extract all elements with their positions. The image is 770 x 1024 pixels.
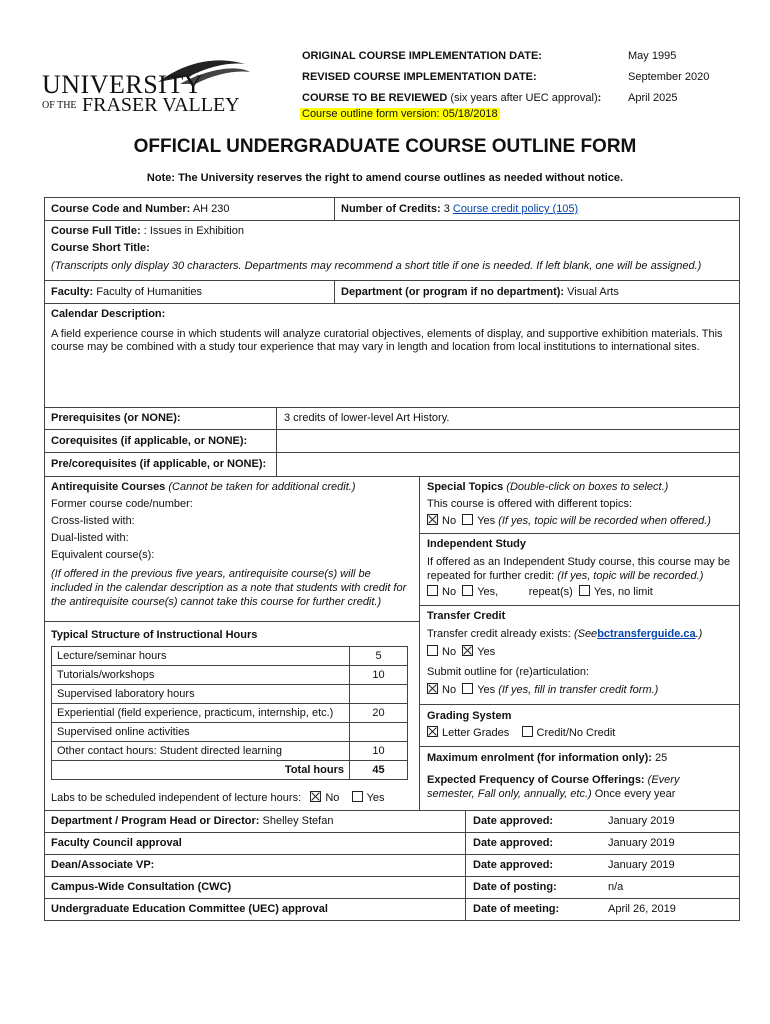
coreq-label: Corequisites (if applicable, or NONE): [51, 435, 248, 447]
submit-no-checkbox[interactable] [427, 683, 438, 694]
table-row [52, 742, 408, 761]
orig-date-label: ORIGINAL COURSE IMPLEMENTATION DATE: [302, 50, 542, 62]
special-text: This course is offered with different topics: [427, 498, 633, 510]
transfer-submit: Submit outline for (re)articulation: [427, 666, 590, 678]
approval-label: Faculty Council approval [51, 837, 182, 849]
dept-label: Department (or program if no department): [341, 286, 565, 298]
equivalent: Equivalent course(s): [51, 549, 155, 561]
logo-line2: FRASER VALLEY [82, 94, 240, 116]
hours-row-name: Other contact hours: Student directed learning [52, 742, 350, 761]
independent-yes-label: Yes, [477, 586, 499, 598]
hours-row-name: Lecture/seminar hours [52, 647, 350, 666]
full-title-value: : Issues in Exhibition [143, 225, 244, 237]
submit-yes-label: Yes [477, 684, 496, 696]
antireq-heading [51, 481, 355, 493]
labs-line [51, 791, 385, 804]
table-row [52, 723, 408, 742]
approval-date: n/a [608, 881, 624, 893]
special-heading [427, 481, 668, 493]
labs-label: Labs to be scheduled independent of lecture hours: [51, 792, 302, 804]
transfer-see: (See [573, 628, 598, 640]
approval-label: Dean/Associate VP: [51, 859, 155, 871]
approval-date: January 2019 [608, 837, 675, 849]
transfer-options [427, 645, 495, 658]
total-hours-value: 45 [350, 761, 408, 780]
hours-row-value: 10 [350, 666, 408, 685]
total-row [52, 761, 408, 780]
special-options [427, 514, 711, 527]
antireq-long-note: (If offered in the previous five years, antirequisite course(s) will be included in the calendar description as a note that students with credit for the antirequisite course(s) cannot take this course for further credit.) [51, 568, 407, 608]
approval-date-label: Date approved: [473, 859, 554, 871]
special-label: Special Topics [427, 481, 504, 493]
labs-no-label: No [325, 792, 340, 804]
short-title-label: Course Short Title: [51, 242, 150, 254]
course-code-label: Course Code and Number: [51, 203, 191, 215]
independent-text-main: If offered as an Independent Study course, this course may be repeated for further credit: [427, 556, 731, 582]
independent-no-label: No [442, 586, 457, 598]
approval-date-label: Date of meeting: [473, 903, 560, 915]
special-no-checkbox[interactable] [427, 514, 438, 525]
table-row [52, 666, 408, 685]
labs-yes-checkbox[interactable] [352, 791, 363, 802]
logo-line1: UNIVERSITY [42, 70, 203, 99]
department [341, 286, 619, 298]
table-row [52, 685, 408, 704]
labs-yes-label: Yes [366, 792, 385, 804]
labs-no-checkbox[interactable] [310, 791, 321, 802]
calendar-text: A field experience course in which students will analyze curatorial objectives, elements of display, and supportive exhibition materials. This course may be combined with a study tour experience that may vary in length and location from local institutions to international sites. [51, 328, 723, 353]
credits [341, 203, 578, 215]
course-code-value: AH 230 [192, 203, 230, 215]
hours-row-value [350, 723, 408, 742]
hours-row-name: Experiential (field experience, practicum, internship, etc.) [52, 704, 350, 723]
grading-options [427, 726, 615, 739]
enrolment-label: Maximum enrolment (for information only): [427, 752, 652, 764]
review-colon: : [597, 92, 602, 104]
independent-options [427, 585, 653, 598]
calendar-label: Calendar Description: [51, 308, 166, 320]
independent-label: Independent Study [427, 538, 526, 550]
rev-date-label: REVISED COURSE IMPLEMENTATION DATE: [302, 71, 537, 83]
rev-date-value: September 2020 [628, 71, 710, 83]
transfer-label: Transfer Credit [427, 610, 506, 622]
prereq-value: 3 credits of lower-level Art History. [284, 412, 450, 424]
transfer-yes-checkbox[interactable] [462, 645, 473, 656]
hours-label: Typical Structure of Instructional Hours [51, 629, 258, 641]
credit-policy-link[interactable]: Course credit policy (105) [452, 203, 579, 215]
independent-yes-checkbox[interactable] [462, 585, 473, 596]
frequency-value: Once every year [594, 788, 676, 800]
former-code: Former course code/number: [51, 498, 193, 510]
dept-value: Visual Arts [567, 286, 619, 298]
hours-row-value: 20 [350, 704, 408, 723]
hours-table [51, 646, 408, 780]
antireq-label: Antirequisite Courses [51, 481, 166, 493]
max-enrolment [427, 752, 667, 764]
credits-label: Number of Credits: [341, 203, 441, 215]
transfer-no-checkbox[interactable] [427, 645, 438, 656]
table-row [52, 704, 408, 723]
independent-nolimit-label: Yes, no limit [593, 586, 653, 598]
faculty-label: Faculty: [51, 286, 94, 298]
approval-label: Campus-Wide Consultation (CWC) [51, 881, 232, 893]
special-yes-checkbox[interactable] [462, 514, 473, 525]
enrolment-value: 25 [654, 752, 668, 764]
credit-no-credit-checkbox[interactable] [522, 726, 533, 737]
review-date-line [302, 92, 601, 104]
form-version: Course outline form version: 05/18/2018 [302, 108, 498, 120]
precoreq-label: Pre/corequisites (if applicable, or NONE): [51, 458, 267, 470]
approval-date-label: Date of posting: [473, 881, 557, 893]
hours-row-value: 5 [350, 647, 408, 666]
credits-value: 3 [443, 203, 450, 215]
frequency-label: Expected Frequency of Course Offerings: [427, 774, 645, 786]
grading-label: Grading System [427, 710, 512, 722]
independent-repeat-label: repeat(s) [528, 586, 573, 598]
transfer-exists [427, 628, 702, 640]
independent-text [427, 555, 737, 583]
special-note: (Double-click on boxes to select.) [506, 481, 669, 493]
total-hours-label: Total hours [52, 761, 350, 780]
approval-row [51, 815, 333, 827]
independent-no-checkbox[interactable] [427, 585, 438, 596]
hours-row-name: Supervised online activities [52, 723, 350, 742]
frequency-note: (Every semester, Fall only, annually, etc.) [427, 774, 680, 800]
logo-prefix: OF THE [42, 100, 77, 111]
approval-label: Undergraduate Education Committee (UEC) approval [51, 903, 328, 915]
prereq-label: Prerequisites (or NONE): [51, 412, 181, 424]
review-label: COURSE TO BE REVIEWED [302, 92, 448, 104]
faculty [51, 286, 202, 298]
transfer-see-close: .) [695, 628, 703, 640]
transfer-no-label: No [442, 646, 457, 658]
hours-row-name: Supervised laboratory hours [52, 685, 350, 704]
page-note: Note: The University reserves the right to amend course outlines as needed without notice. [146, 172, 624, 184]
letter-grades-label: Letter Grades [442, 727, 510, 739]
faculty-value: Faculty of Humanities [96, 286, 203, 298]
course-code [51, 203, 230, 215]
frequency [427, 773, 727, 801]
bctransferguide-link[interactable]: bctransferguide.ca [597, 628, 696, 640]
submit-yes-checkbox[interactable] [462, 683, 473, 694]
submit-no-label: No [442, 684, 457, 696]
hours-row-value: 10 [350, 742, 408, 761]
credit-no-credit-label: Credit/No Credit [536, 727, 616, 739]
approval-date: January 2019 [608, 815, 675, 827]
submit-yes-note: (If yes, fill in transfer credit form.) [498, 684, 659, 696]
dual-listed: Dual-listed with: [51, 532, 129, 544]
antireq-note: (Cannot be taken for additional credit.) [168, 481, 356, 493]
approval-name: Shelley Stefan [262, 815, 334, 827]
transfer-exists-text: Transfer credit already exists: [427, 628, 571, 640]
special-yes-note: (If yes, topic will be recorded when offered.) [498, 515, 711, 527]
approval-label: Department / Program Head or Director: [51, 815, 260, 827]
review-date-value: April 2025 [628, 92, 678, 104]
transfer-submit-options [427, 683, 658, 696]
approval-date-label: Date approved: [473, 837, 554, 849]
letter-grades-checkbox[interactable] [427, 726, 438, 737]
approval-date: April 26, 2019 [608, 903, 676, 915]
review-note: (six years after UEC approval) [450, 92, 598, 104]
special-no-label: No [442, 515, 457, 527]
independent-text-note: (If yes, topic will be recorded.) [557, 570, 704, 582]
approval-date: January 2019 [608, 859, 675, 871]
orig-date-value: May 1995 [628, 50, 677, 62]
special-yes-label: Yes [477, 515, 496, 527]
transcript-note: (Transcripts only display 30 characters. Departments may recommend a short title if one is needed. If left blank, one will be assigned.) [51, 260, 702, 272]
hours-row-value [350, 685, 408, 704]
university-logo [40, 44, 260, 124]
cross-listed: Cross-listed with: [51, 515, 135, 527]
transfer-yes-label: Yes [477, 646, 496, 658]
full-title-label: Course Full Title: [51, 225, 141, 237]
full-title [51, 225, 244, 237]
page-title: OFFICIAL UNDERGRADUATE COURSE OUTLINE FORM [133, 136, 637, 157]
independent-nolimit-checkbox[interactable] [579, 585, 590, 596]
hours-row-name: Tutorials/workshops [52, 666, 350, 685]
table-row [52, 647, 408, 666]
approval-date-label: Date approved: [473, 815, 554, 827]
